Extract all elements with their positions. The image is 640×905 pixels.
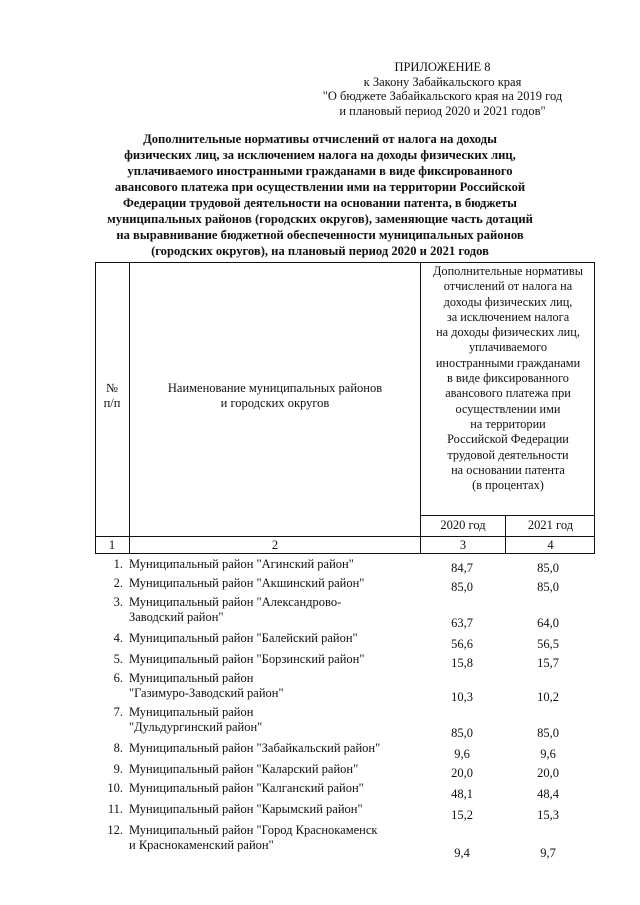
table-row <box>95 823 595 861</box>
district-name: Муниципальный район "Борзинский район" <box>129 652 365 666</box>
table-row <box>95 652 595 671</box>
table-row <box>95 705 595 741</box>
row-number: 3. <box>113 595 123 609</box>
title-line: Федерации трудовой деятельности на основании патента, в бюджеты <box>122 196 517 210</box>
header-year-2021: 2021 год <box>527 518 574 532</box>
table-row <box>95 802 595 823</box>
value-2020: 85,0 <box>451 580 473 594</box>
table-row <box>95 781 595 802</box>
row-number: 10. <box>107 781 123 795</box>
row-number: 4. <box>113 631 123 645</box>
col-number-3: 3 <box>459 538 467 552</box>
value-2021: 56,5 <box>537 637 559 651</box>
table-row <box>95 631 595 652</box>
value-2021: 85,0 <box>537 580 559 594</box>
table-row <box>95 762 595 781</box>
value-2021: 85,0 <box>537 726 559 740</box>
value-2021: 64,0 <box>537 616 559 630</box>
district-name: Муниципальный район "Каларский район" <box>129 762 359 776</box>
document-title <box>80 131 560 259</box>
appendix-law-line: к Закону Забайкальского края <box>363 74 522 89</box>
value-2020: 56,6 <box>451 637 473 651</box>
table-row <box>95 576 595 595</box>
appendix-law-period: и плановый период 2020 и 2021 годов" <box>339 103 546 118</box>
value-2020: 9,4 <box>454 846 470 860</box>
value-2020: 20,0 <box>451 766 473 780</box>
district-name: Муниципальный район "Карымский район" <box>129 802 363 816</box>
header-normative: Дополнительные нормативы отчислений от налога на доходы физических лиц, за исключением налога на доходы физических лиц, уплачиваемого иностранными гражданами в виде фиксированного авансового платежа при осуществлении ими на территории Российской Федерации трудовой деятельности на основании патента (в процентах) <box>433 264 583 493</box>
title-line: уплачиваемого иностранными гражданами в виде фиксированного <box>127 164 513 178</box>
district-name: Муниципальный район "Акшинский район" <box>129 576 365 590</box>
header-year-2020: 2020 год <box>440 518 486 532</box>
col-number-row-divider <box>95 536 595 537</box>
row-number: 2. <box>113 576 123 590</box>
col-number-1: 1 <box>108 538 116 552</box>
appendix-title: ПРИЛОЖЕНИЕ 8 <box>394 60 491 74</box>
title-line: авансового платежа при осуществлении ими на территории Российской <box>114 180 526 194</box>
header-district-name: Наименование муниципальных районов и городских округов <box>167 381 383 411</box>
value-2021: 10,2 <box>537 690 559 704</box>
col-number-2: 2 <box>271 538 279 552</box>
table-row <box>95 557 595 576</box>
value-2020: 85,0 <box>451 726 473 740</box>
district-name: Муниципальный район "Калганский район" <box>129 781 364 795</box>
value-2021: 15,3 <box>537 808 559 822</box>
district-name: Муниципальный район "Забайкальский район" <box>129 741 381 755</box>
row-number: 6. <box>113 671 123 685</box>
value-2021: 85,0 <box>537 561 559 575</box>
row-number: 9. <box>113 762 123 776</box>
table-row <box>95 671 595 705</box>
row-number: 8. <box>113 741 123 755</box>
value-2020: 15,8 <box>451 656 473 670</box>
year-row-divider <box>420 515 595 516</box>
value-2020: 48,1 <box>451 787 473 801</box>
district-name: Муниципальный район "Дульдургинский район" <box>129 705 263 734</box>
value-2020: 63,7 <box>451 616 473 630</box>
row-number: 1. <box>113 557 123 571</box>
value-2020: 84,7 <box>451 561 473 575</box>
table-row <box>95 595 595 631</box>
title-line: Дополнительные нормативы отчислений от налога на доходы <box>143 132 497 146</box>
district-name: Муниципальный район "Город Краснокаменск и Краснокаменский район" <box>129 823 378 852</box>
table-row <box>95 741 595 762</box>
row-number: 12. <box>107 823 123 837</box>
value-2020: 10,3 <box>451 690 473 704</box>
appendix-header <box>300 60 585 118</box>
value-2021: 15,7 <box>537 656 559 670</box>
col-number-4: 4 <box>547 538 554 552</box>
district-name: Муниципальный район "Балейский район" <box>129 631 358 645</box>
row-number: 5. <box>113 652 123 666</box>
district-name: Муниципальный район "Агинский район" <box>129 557 354 571</box>
value-2021: 20,0 <box>537 766 559 780</box>
title-line: на выравнивание бюджетной обеспеченности муниципальных районов <box>116 228 524 242</box>
value-2021: 9,7 <box>540 846 556 860</box>
district-name: Муниципальный район "Газимуро-Заводский район" <box>129 671 284 700</box>
table-body <box>95 557 595 861</box>
row-number: 7. <box>113 705 123 719</box>
value-2020: 9,6 <box>454 747 470 761</box>
title-line: муниципальных районов (городских округов), заменяющие часть дотаций <box>107 212 533 226</box>
row-number: 11. <box>107 802 123 816</box>
value-2020: 15,2 <box>451 808 473 822</box>
header-number: № п/п <box>103 381 121 411</box>
appendix-law-name: "О бюджете Забайкальского края на 2019 год <box>322 89 563 103</box>
value-2021: 9,6 <box>540 747 556 761</box>
value-2021: 48,4 <box>537 787 559 801</box>
district-name: Муниципальный район "Александрово- Заводский район" <box>129 595 342 624</box>
title-line: физических лиц, за исключением налога на доходы физических лиц, <box>124 148 516 162</box>
title-line: (городских округов), на плановый период 2020 и 2021 годов <box>151 244 489 258</box>
